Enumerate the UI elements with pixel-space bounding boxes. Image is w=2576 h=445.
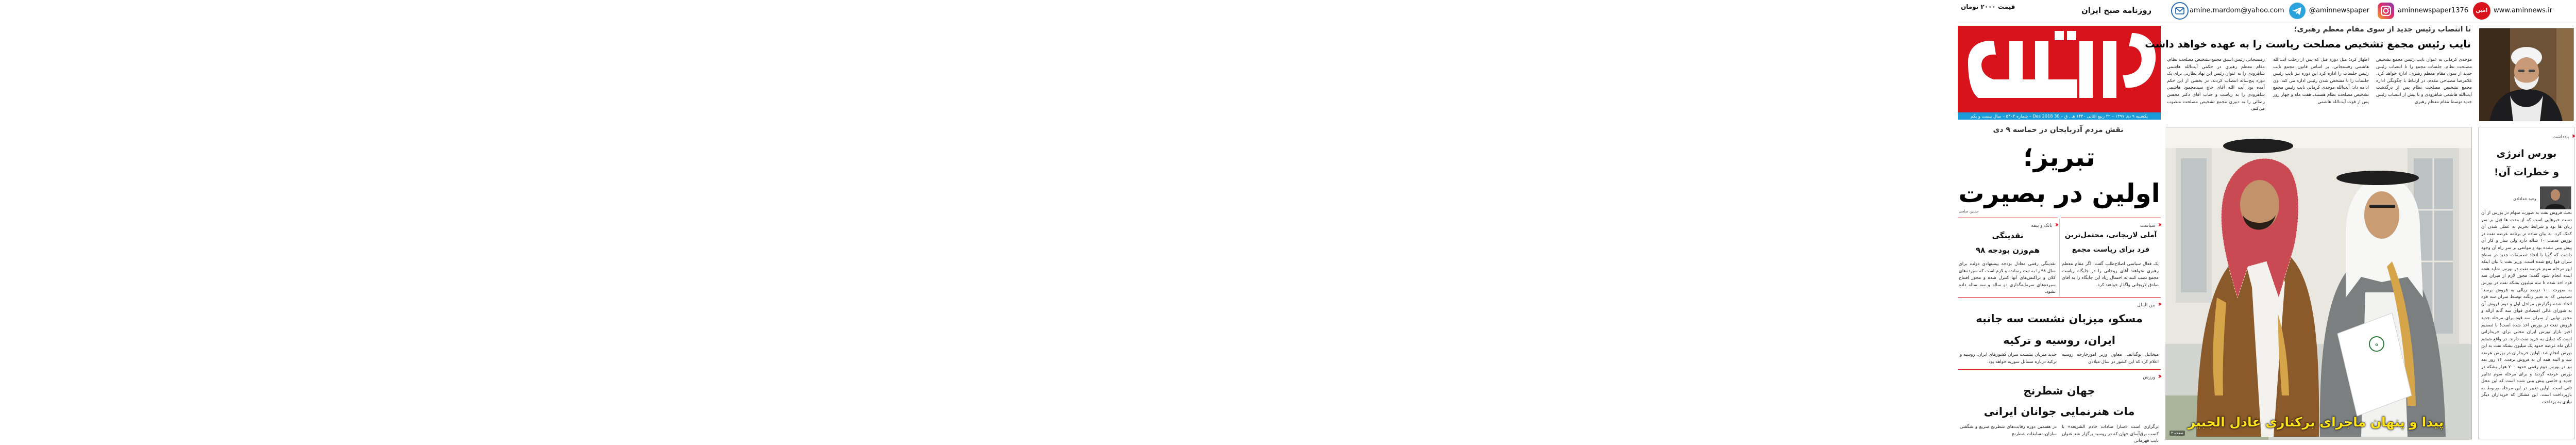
dateline: یکشنبه ۹ دی ۱۳۹۷ – ۲۲ ربیع الثانی ۱۴۴۰ هـ . ق – 30 Des 2018 – شماره ۵۴۰۴ – سال بیست و یکم: [1970, 113, 2148, 119]
double-chevron-icon: ‹‹: [2158, 300, 2160, 308]
top-story-col-2: اظهار کرد: مثل دوره قبل که پس از رحلت آیت‌الله هاشمی رفسنجانی، بر اساس قانون مجمع نایب رئیس جلسات را اداره کرد این دوره نیز نایب رئیس جلسات را تا مشخص شدن رئیس اداره می کند. وی ادامه داد: آیت‌الله موحدی کرمانی نایب رئیس مجمع تشخیص مصلحت نظام هستند. هفت ماه و چهار روز پس از فوت آیت‌الله هاشمی: [2273, 57, 2369, 105]
double-chevron-icon: ‹‹: [2571, 132, 2573, 140]
top-story-photo: [2480, 28, 2574, 121]
international-headline-1[interactable]: مسکو، میزبان نشست سه جانبه: [1976, 312, 2143, 325]
masthead-logo-art: [1958, 26, 2161, 112]
sports-section-text: ورزش: [2143, 375, 2156, 380]
politics-headline-2[interactable]: فرد برای ریاست مجمع: [2072, 245, 2150, 254]
bank-section-label[interactable]: [2031, 219, 2057, 229]
svg-text:✿: ✿: [2375, 343, 2378, 347]
sports-body-left: در هفتمین دوره رقابت‌های شطرنج سریع و شگفتی سازان مسابقات شطرنج: [1960, 424, 2057, 437]
instagram-handle[interactable]: aminnewspaper1376: [2398, 7, 2469, 14]
international-section-label[interactable]: [2137, 299, 2160, 308]
bank-body: نقدینگی رقمی معادل بودجه پیشنهادی دولت برای سال ۹۸ را به ثبت رسانده و لازم است که سپرده‌های کلان و تراکنش‌های آنها کنترل شده و مجوز افتتاح سپرده‌های سرمایه‌گذاری دو ساله و سه ساله داده نشود.: [1959, 261, 2056, 295]
bank-headline-1[interactable]: نقدینگی: [1992, 231, 2024, 240]
telegram-handle[interactable]: @aminnewspaper: [2309, 7, 2369, 14]
politics-section-label[interactable]: [2140, 219, 2160, 229]
editorial-headline-2[interactable]: و خطرات آن!: [2494, 167, 2560, 178]
left-lead-headline-2[interactable]: اولین در بصیرت: [1958, 178, 2160, 208]
bank-headline-2[interactable]: هم‌وزن بودجه ۹۸: [1975, 245, 2040, 255]
top-story-col-3: رفسنجانی رئیس اسبق مجمع تشخیص مصلحت نظام، مقام معظم رهبری در حکمی آیت‌الله هاشمی شاهرودی را به عنوان رئیس این نهاد نظارتی برای یک دوره پنج‌ساله انتصاب کردند. در بخشی از این حکم آمده بود آیت الله آقای حاج سیدمحمود هاشمی شاهرودی را به ریاست و جناب آقای دکتر محسن رضائی را به دبیری مجمع تشخیص مصلحت منصوب می‌کنم.: [2167, 57, 2265, 112]
editorial-headline-1[interactable]: بورس انرژی: [2496, 148, 2557, 159]
politics-body: یک فعال سیاسی اصلاح‌طلب گفت: اگر مقام معظم رهبری نخواهند آقای روحانی را در جایگاه ریاست مجمع نصب کنند به احتمال زیاد این جایگاه را به آقای صادق لاریجانی واگذار خواهند کرد.: [2062, 261, 2159, 288]
sports-divider: [1958, 369, 2161, 370]
international-body-right: میخائیل بوگدانف، معاون وزیر امورخارجه روسیه اعلام کرد که این کشور در سال میلادی: [2062, 352, 2159, 365]
top-header: [1958, 0, 2576, 23]
politics-headline-1[interactable]: آملی لاریجانی، محتمل‌ترین: [2064, 231, 2157, 239]
international-section-text: بین الملل: [2137, 303, 2156, 308]
main-photo[interactable]: [2166, 127, 2472, 439]
double-chevron-icon: ‹‹: [2158, 372, 2160, 381]
international-headline-2[interactable]: ایران، روسیه و ترکیه: [2003, 334, 2115, 347]
international-box: [1958, 297, 2161, 368]
telegram-icon: [2289, 2, 2306, 20]
top-story-col-1: موحدی کرمانی به عنوان نایب رئیس مجمع تشخیص مصلحت نظام، جلسات مجمع را تا انتصاب رئیس جدید از سوی مقام معظم رهبری، اداره خواهد کرد. غلامرضا مصباحی مقدم، در ارتباط با چگونگی اداره مجمع تشخیص مصلحت نظام پس از درگذشت آیت‌الله هاشمی شاهرودی و تا پیش از انتصاب رئیس جدید توسط مقام معظم رهبری: [2376, 57, 2472, 105]
editorial-section-text: یادداشت: [2552, 135, 2569, 140]
col-divider-1: [2059, 219, 2060, 296]
masthead: [1958, 24, 2161, 122]
cleric-portrait-image: [2479, 28, 2573, 121]
tagline: روزنامه صبح ایران: [2081, 6, 2152, 15]
main-photo-image: [2165, 127, 2471, 440]
international-divider: [1958, 297, 2161, 298]
email-address[interactable]: amine.mardom@yahoo.com: [2190, 7, 2284, 14]
email-block[interactable]: [2171, 2, 2284, 20]
left-lead-headline-1[interactable]: تبریز؛: [2023, 142, 2096, 172]
website-block[interactable]: [2473, 2, 2574, 20]
left-lead-kicker: نقش مردم آذربایجان در حماسه ۹ دی: [1993, 126, 2124, 134]
sports-headline-1[interactable]: جهان شطرنج: [2023, 385, 2095, 397]
instagram-icon: [2377, 2, 2395, 20]
price-label: قیمت ۲۰۰۰ تومان: [1961, 3, 2015, 10]
left-lead-byline: حسین صلحی: [1959, 209, 1979, 213]
editorial-body: بحث فروش نفت به صورت سهام در بورس از آن دست خبرهایی است که از مدت ها قبل بر سر زبان ها بود و شرایط تحریم به عملی شدن آن کمک کرد. به بیان ساده تر برنامه عرضه نفت در بورس قدمت ۱۰ ساله دارد ولی ساز و کار آن پیش بینی نشده بود و موانعی بر سر راه آن وجود داشت که گویا با اتخاذ تصمیمات جدید در سطح سران قوا رفع شده است. وزیر نفت با بیان اینکه این مرحله سوم عرضه نفت در بورس شاید هفته آینده انجام شود گفت: مجوز لازم از سران سه قوه اخذ شده تا سه میلیون بشکه نفت در بورس به صورت ۱۰۰ درصد ریالی به فروش برسد! تصمیمی که به تعبیر زنگنه توسط سران سه قوه اتخاذ شده وگزارش مراحل اول و دوم فروش آن به شورای عالی اقتصادی قوای سه گانه ارائه و مجوز نهایی از سران سه قوه برای مرحله جدید فروش نفت در بورس اخذ شده است! با تصمیم اخیر بازار بورس ایران محلی برای خریدارانی است که تمایل به خرید نفت دارند. در واقع ششم آبان ماه عرضه حدود یک میلیون بشکه نفت به این بورس انجام شد. اولین خریداران در بورس عرضه شد و البته همه آن به فروش نرفت. ۱۴ روز بعد نیز در بورس دوم رقمی حدود ۷۰۰ هزار بشکه در بورس عرضه گردید و برای مرحله سوم تدابیر جدید و خاصی پیش بینی شده است که این محل تانی است. اولین تغییر در این مرحله مربوط به بازپرداخت است. این مشکل که خریداران دیگر نیازی به پرداخت: [2481, 210, 2572, 405]
left-lead: [1958, 122, 2161, 218]
politics-section-text: سیاست: [2140, 223, 2156, 228]
top-story-headline[interactable]: نایب رئیس مجمع تشخیص مصلحت ریاست را به عهده خواهد داشت: [2145, 38, 2471, 50]
double-chevron-icon: ‹‹: [2055, 221, 2057, 229]
sports-headline-2[interactable]: مات هنرنمایی جوانان ایرانی: [1984, 405, 2135, 418]
dateline-band: [1958, 112, 2161, 120]
top-story: [2145, 24, 2474, 122]
logo-badge-text: امین: [2476, 8, 2488, 13]
top-story-kicker: تا انتصاب رئیس جدید از سوی مقام معظم رهبری؛: [2294, 25, 2471, 34]
main-photo-caption[interactable]: پیدا و پنهان ماجرای برکناری عادل الجبیر: [2188, 415, 2444, 430]
editorial-box: [2478, 127, 2575, 439]
editorial-section-label[interactable]: [2552, 130, 2573, 140]
sports-box: [1958, 369, 2161, 444]
bank-section-text: بانک و بیمه: [2031, 223, 2053, 228]
telegram-block[interactable]: [2289, 2, 2374, 20]
bank-box: [1958, 218, 2058, 297]
masthead-logo: [1958, 26, 2161, 112]
instagram-block[interactable]: [2377, 2, 2470, 20]
editorial-author: وحید خدادادی: [2513, 196, 2536, 201]
sports-section-label[interactable]: [2143, 371, 2160, 381]
author-avatar-image: [2540, 187, 2571, 209]
double-chevron-icon: ‹‹: [2158, 221, 2160, 229]
main-photo-page-ref: صفحه ۳: [2170, 431, 2185, 436]
logo-badge-icon: [2473, 2, 2490, 20]
author-avatar: [2540, 186, 2571, 209]
website-url[interactable]: www.aminnews.ir: [2494, 7, 2553, 14]
international-body-left: جدید میزبان نشست سران کشورهای ایران، روسیه و ترکیه درباره مسائل سوریه خواهد بود.: [1960, 352, 2057, 365]
politics-box: [2061, 218, 2161, 297]
sports-body-right: برگزاری است «سارا سادات خادم الشریعه» با کسب برق‌آسای جهان که در روسیه برگزار شد عنوان نایب قهرمانی: [2062, 424, 2159, 444]
email-icon: [2171, 2, 2189, 20]
